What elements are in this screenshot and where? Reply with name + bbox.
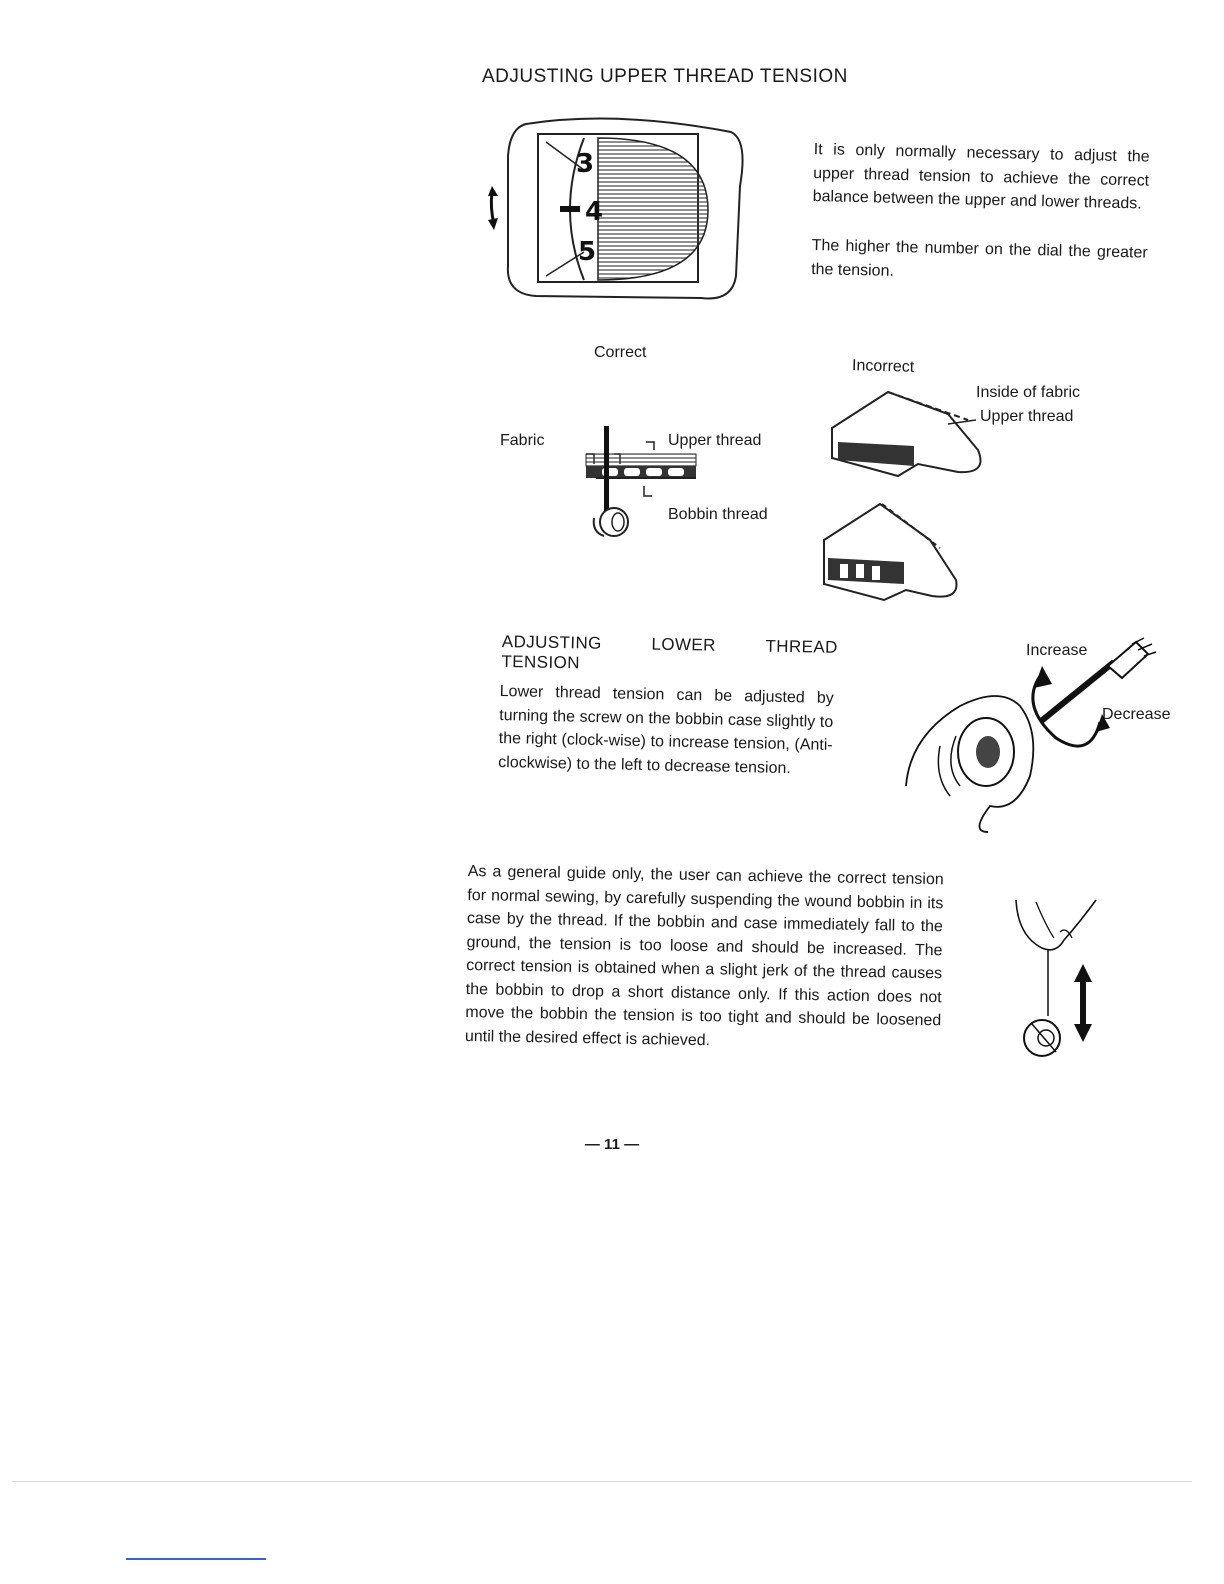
- correct-stitch-illustration: [556, 420, 706, 548]
- dial-indicator-mark: [560, 206, 580, 212]
- incorrect-stitch-illustration-bottom: [820, 500, 970, 604]
- intro-paragraph-1: It is only normally necessary to adjust the upper thread tension to achieve the correct balance between the upper and lower threads.: [812, 140, 1150, 213]
- lower-heading-word-thread: THREAD: [765, 636, 838, 657]
- up-down-arrow-icon: [1080, 980, 1086, 1026]
- lower-thread-body: Lower thread tension can be adjusted by turning the screw on the bobbin case slightly to the right (clock-wise) to increase tension, (Anti-clockwise) to the left to decrease tension.: [498, 682, 834, 777]
- incorrect-caption: Incorrect: [851, 357, 915, 376]
- incorrect-upper-thread-label: Upper thread: [980, 408, 1074, 425]
- suspended-bobbin-illustration: [1006, 892, 1106, 1074]
- fabric-label: Fabric: [500, 432, 545, 449]
- dial-number-4: 4: [585, 197, 604, 227]
- upper-thread-label: Upper thread: [668, 432, 762, 449]
- bobbin-thread-label: Bobbin thread: [668, 506, 768, 523]
- dial-number-3: 3: [576, 149, 595, 179]
- tension-dial-illustration: [486, 116, 748, 306]
- page-title: ADJUSTING UPPER THREAD TENSION: [482, 66, 848, 87]
- inside-of-fabric-label: Inside of fabric: [976, 384, 1081, 401]
- intro-paragraph-2: The higher the number on the dial the greater the tension.: [811, 236, 1148, 280]
- page-number: — 11 —: [584, 1136, 640, 1153]
- correct-caption: Correct: [594, 344, 647, 361]
- decrease-label: Decrease: [1102, 706, 1171, 723]
- increase-label: Increase: [1026, 642, 1088, 659]
- blue-scan-mark: [126, 1558, 266, 1560]
- rotate-arrow-icon: [1033, 676, 1100, 746]
- lower-thread-heading: [501, 632, 838, 678]
- incorrect-stitch-illustration-top: [828, 384, 988, 484]
- general-guide-body: As a general guide only, the user can achieve the correct tension for normal sewing, by carefully suspending the wound bobbin in its case by the thread. If the bobbin and case immediately fall to the ground, the tension is too loose and should be increased. The correct tension is obtained when a slight jerk of the thread causes the bobbin to drop a short distance only. If this action does not move the bobbin the tension is too tight and should be loosened until the desired effect is achieved.: [464, 862, 944, 1049]
- lower-heading-word-tension: TENSION: [501, 651, 581, 673]
- dial-number-5: 5: [578, 237, 597, 267]
- bobbin-case-screwdriver-illustration: [900, 636, 1160, 832]
- lower-heading-word-adjusting: ADJUSTING: [501, 632, 602, 653]
- lower-heading-word-lower: LOWER: [651, 634, 716, 655]
- screwdriver-icon: [1040, 662, 1114, 722]
- bottom-scan-line: [12, 1481, 1192, 1482]
